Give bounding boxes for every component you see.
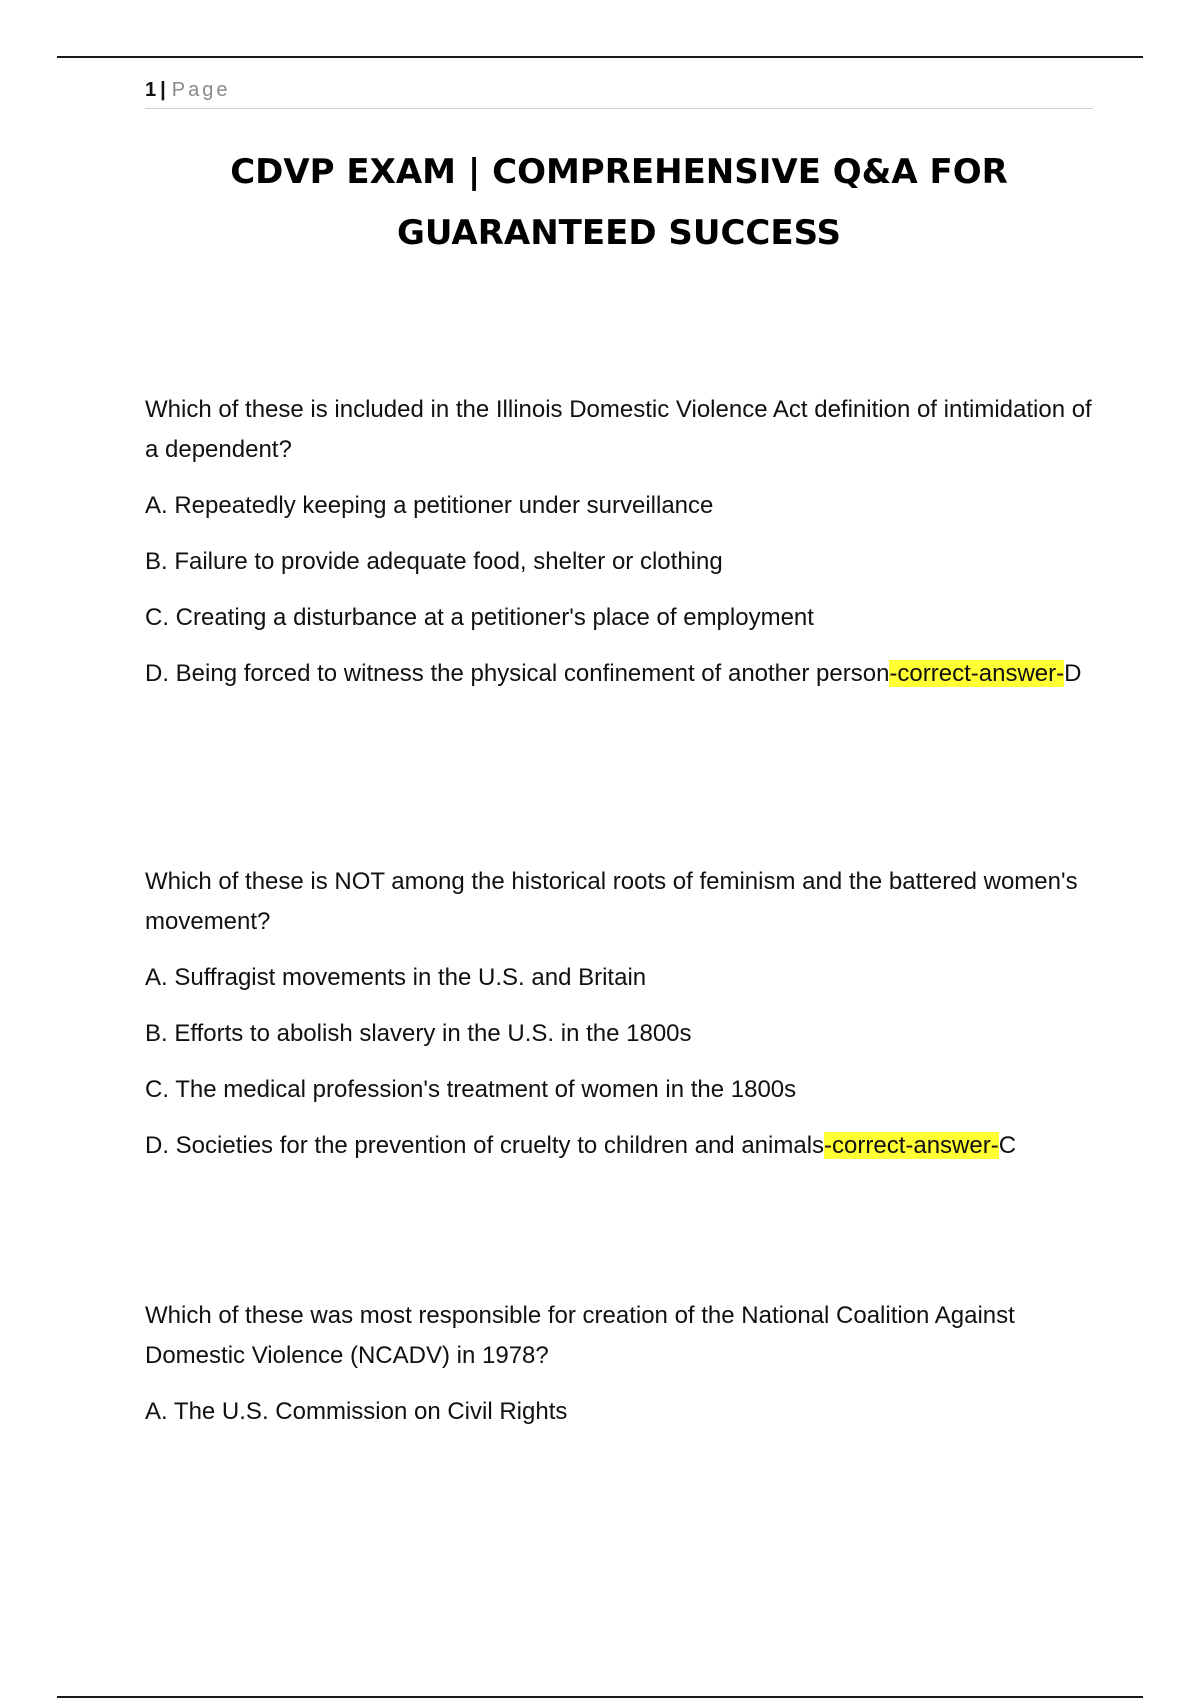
question-text: Which of these is NOT among the historical roots of feminism and the battered women's movement? [145, 868, 1078, 935]
question-3 [145, 1296, 1093, 1448]
question-text: Which of these was most responsible for creation of the National Coalition Against Domestic Violence (NCADV) in 1978? [145, 1302, 1015, 1369]
option-c: C. Creating a disturbance at a petitioner's place of employment [145, 604, 814, 631]
page-number: 1 [145, 79, 157, 101]
question-2 [145, 862, 1093, 1182]
document-title: CDVP EXAM | COMPREHENSIVE Q&A FOR GUARANTEED SUCCESS [230, 152, 1008, 253]
option-d-text: D. Being forced to witness the physical confinement of another person [145, 660, 890, 687]
option-b: B. Efforts to abolish slavery in the U.S. in the 1800s [145, 1020, 692, 1047]
option-d-text: D. Societies for the prevention of cruelty to children and animals [145, 1132, 825, 1159]
page-number-separator: | [160, 79, 166, 101]
option-d [145, 654, 1093, 694]
correct-answer-letter: C [998, 1132, 1017, 1159]
page-label: Page [171, 79, 231, 101]
correct-answer-highlight: -correct-answer- [824, 1132, 999, 1159]
option-a: A. The U.S. Commission on Civil Rights [145, 1398, 568, 1425]
bottom-border-line [57, 1696, 1143, 1698]
option-d [145, 1126, 1093, 1166]
top-border-line [57, 56, 1143, 58]
option-a: A. Suffragist movements in the U.S. and Britain [145, 964, 647, 991]
question-1 [145, 390, 1093, 710]
question-text: Which of these is included in the Illinois Domestic Violence Act definition of intimidation of a dependent? [145, 396, 1092, 463]
correct-answer-letter: D [1064, 660, 1082, 687]
page-header [145, 76, 1093, 109]
option-a: A. Repeatedly keeping a petitioner under surveillance [145, 492, 714, 519]
option-c: C. The medical profession's treatment of women in the 1800s [145, 1076, 797, 1103]
correct-answer-highlight: -correct-answer- [889, 660, 1065, 687]
option-b: B. Failure to provide adequate food, shelter or clothing [145, 548, 723, 575]
